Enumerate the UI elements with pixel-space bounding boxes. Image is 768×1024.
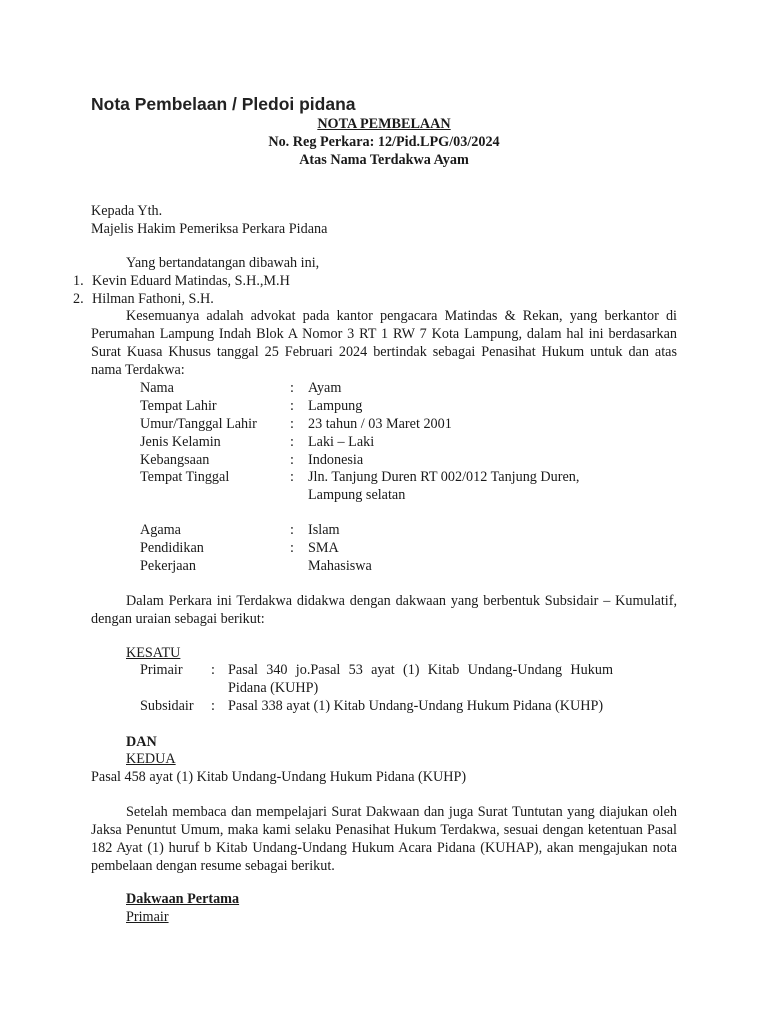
primair-text: Pasal 340 jo.Pasal 53 ayat (1) Kitab Undang-Undang Hukum Pidana (KUHP) — [228, 662, 613, 696]
dan-heading: DAN — [126, 734, 157, 750]
primair-colon: : — [211, 662, 215, 678]
kedua-text: Pasal 458 ayat (1) Kitab Undang-Undang Hukum Pidana (KUHP) — [91, 769, 467, 785]
identity-value: Mahasiswa — [308, 558, 372, 574]
identity-colon: : — [290, 540, 294, 556]
primair-label: Primair — [140, 662, 183, 678]
subsidair-colon: : — [211, 698, 215, 714]
lawyer-item — [73, 273, 290, 291]
paragraph-advocates: Kesemuanya adalah advokat pada kantor pengacara Matindas & Rekan, yang berkantor di Perumahan Lampung Indah Blok A Nomor 3 RT 1 RW 7 Kota Lampung, dalam hal ini berdasarkan Surat Kuasa Khusus tanggal 25 Februari 2024 bertindak sebagai Penasihat Hukum untuk dan atas nama Terdakwa: — [91, 308, 677, 378]
identity-label: Tempat Tinggal — [140, 469, 230, 485]
identity-colon: : — [290, 416, 294, 432]
doc-heading: NOTA PEMBELAAN — [317, 116, 451, 132]
subsidair-text: Pasal 338 ayat (1) Kitab Undang-Undang Hukum Pidana (KUHP) — [228, 698, 604, 714]
primair-heading: Primair — [126, 909, 169, 925]
addressee-line-1: Kepada Yth. — [91, 203, 163, 219]
identity-label: Pendidikan — [140, 540, 204, 556]
identity-value: 23 tahun / 03 Maret 2001 — [308, 416, 452, 432]
identity-value: SMA — [308, 540, 339, 556]
identity-value: Jln. Tanjung Duren RT 002/012 Tanjung Duren, — [308, 469, 580, 485]
lawyer-name: Hilman Fathoni, S.H. — [92, 291, 214, 307]
identity-value: Indonesia — [308, 452, 364, 468]
kedua-heading: KEDUA — [126, 751, 176, 767]
identity-label: Pekerjaan — [140, 558, 196, 574]
lawyer-name: Kevin Eduard Matindas, S.H.,M.H — [92, 273, 290, 289]
dakwaan-pertama-heading: Dakwaan Pertama — [126, 891, 240, 907]
identity-label: Nama — [140, 380, 174, 396]
identity-label: Jenis Kelamin — [140, 434, 221, 450]
identity-colon: : — [290, 469, 294, 485]
paragraph-resume: Setelah membaca dan mempelajari Surat Dakwaan dan juga Surat Tuntutan yang diajukan oleh Jaksa Penuntut Umum, maka kami selaku Penasihat Hukum Terdakwa, sesuai dengan ketentuan Pasal 182 Ayat (1) huruf b Kitab Undang-Undang Hukum Acara Pidana (KUHAP), akan mengajukan nota pembelaan dengan resume sebagai berikut. — [91, 804, 677, 874]
page-title: Nota Pembelaan / Pledoi pidana — [91, 94, 356, 114]
lawyer-item — [73, 291, 214, 309]
identity-colon: : — [290, 380, 294, 396]
identity-value: Lampung — [308, 398, 363, 414]
paragraph-charges: Dalam Perkara ini Terdakwa didakwa dengan dakwaan yang berbentuk Subsidair – Kumulatif, dengan uraian sebagai berikut: — [91, 593, 677, 627]
lawyer-number: 1. — [73, 273, 84, 289]
identity-label: Kebangsaan — [140, 452, 210, 468]
identity-value: Islam — [308, 522, 340, 538]
case-number: No. Reg Perkara: 12/Pid.LPG/03/2024 — [268, 134, 500, 150]
identity-value: Laki – Laki — [308, 434, 375, 450]
identity-value: Ayam — [308, 380, 342, 396]
identity-colon: : — [290, 522, 294, 538]
lawyer-number: 2. — [73, 291, 84, 307]
kesatu-heading: KESATU — [126, 645, 181, 661]
identity-label: Agama — [140, 522, 181, 538]
identity-value-continued: Lampung selatan — [308, 487, 406, 503]
addressee-line-2: Majelis Hakim Pemeriksa Perkara Pidana — [91, 221, 328, 237]
intro-text: Yang bertandatangan dibawah ini, — [126, 255, 320, 271]
identity-colon: : — [290, 398, 294, 414]
identity-colon: : — [290, 452, 294, 468]
identity-label: Umur/Tanggal Lahir — [140, 416, 257, 432]
subsidair-label: Subsidair — [140, 698, 194, 714]
identity-colon: : — [290, 434, 294, 450]
defendant-name-heading: Atas Nama Terdakwa Ayam — [299, 152, 469, 168]
identity-label: Tempat Lahir — [140, 398, 217, 414]
